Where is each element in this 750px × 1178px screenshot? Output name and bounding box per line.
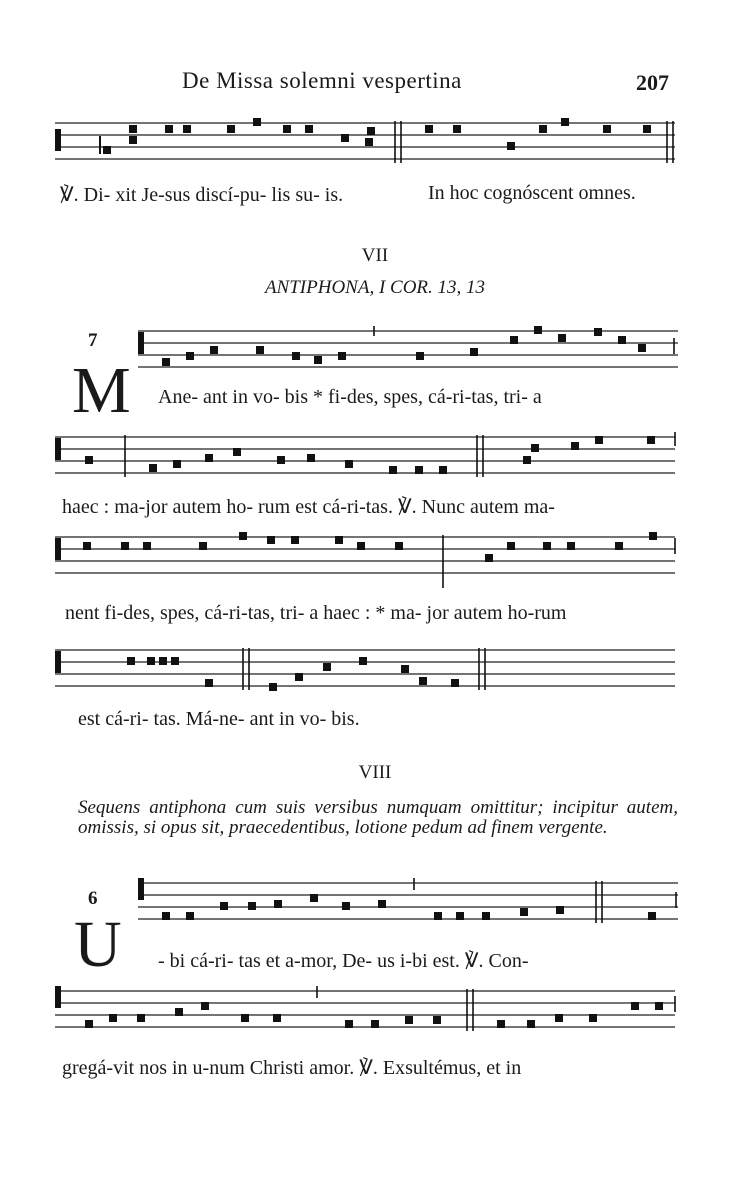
chant-staff-6	[138, 878, 683, 930]
section-numeral-viii: VIII	[358, 762, 392, 783]
versicle-lyrics-a: ℣. Di- xit Je-sus discí-pu- lis su- is.	[60, 184, 344, 206]
chant-staff-5	[55, 645, 680, 697]
hymn-lyrics-line-2: gregá-vit nos in u-num Christi amor. ℣. Exsultémus, et in	[62, 1057, 522, 1079]
page-title: De Missa solemni vespertina	[182, 68, 462, 93]
hymn-lyrics-line-1: - bi cá-ri- tas et a-mor, De- us i-bi est. ℣. Con-	[158, 950, 529, 972]
drop-cap-u: U	[74, 908, 122, 981]
chant-staff-3	[55, 432, 680, 484]
page-number: 207	[636, 70, 669, 95]
chant-staff-7	[55, 986, 680, 1038]
antiphon-lyrics-line-4: est cá-ri- tas. Má-ne- ant in vo- bis.	[78, 708, 360, 730]
versicle-lyrics-b: In hoc cognóscent omnes.	[428, 182, 636, 204]
antiphon-lyrics-line-1: Ane- ant in vo- bis * fi-des, spes, cá-ri-tas, tri- a	[158, 386, 542, 408]
rubric-text: Sequens antiphona cum suis versibus numquam omittitur; incipitur autem, omissis, si opus sit, praecedentibus, lotione pedum ad finem vergente.	[78, 797, 678, 838]
mode-number-6: 6	[88, 888, 98, 909]
antiphon-lyrics-line-3: nent fi-des, spes, cá-ri-tas, tri- a haec : * ma- jor autem ho-rum	[65, 602, 567, 624]
section-heading-vii: ANTIPHONA, I COR. 13, 13	[264, 277, 486, 298]
section-numeral-vii: VII	[361, 245, 389, 266]
mode-number-7: 7	[88, 330, 98, 351]
chant-staff-2	[138, 326, 683, 378]
drop-cap-m: M	[72, 354, 131, 427]
chant-staff-1	[55, 118, 680, 170]
chant-staff-4	[55, 532, 680, 590]
antiphon-lyrics-line-2: haec : ma-jor autem ho- rum est cá-ri-tas. ℣. Nunc autem ma-	[62, 496, 555, 518]
